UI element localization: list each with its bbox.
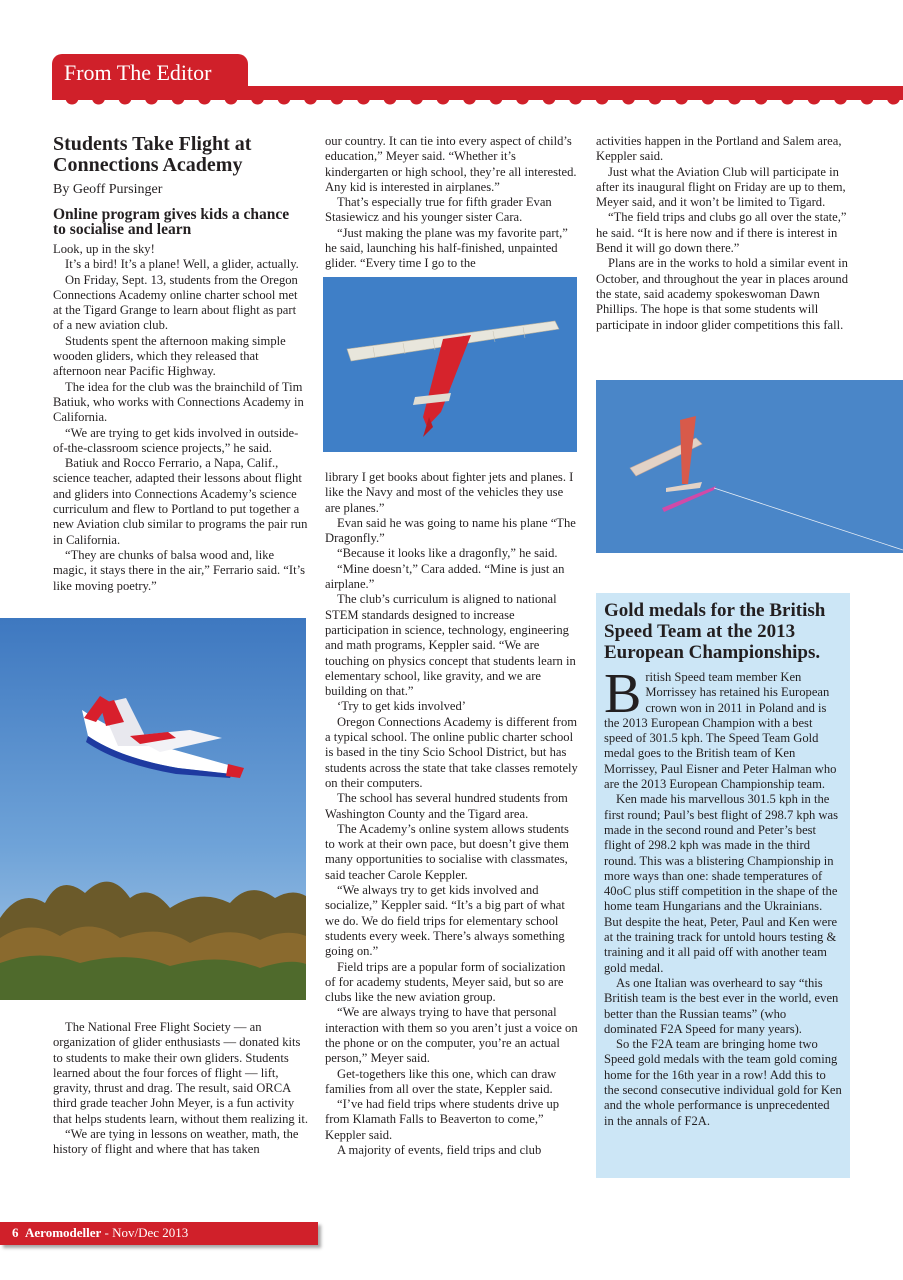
scallop-dot: [278, 92, 291, 105]
paragraph: “The field trips and clubs go all over the state,” he said. “It is here now and if there is interest in Bend it will go down there.”: [596, 210, 847, 256]
scallop-dot: [198, 92, 211, 105]
article-header: [53, 134, 318, 237]
paragraph: “Just making the plane was my favorite part,” he said, launching his half-finished, unpainted glider. “Every time I go to the: [325, 225, 568, 271]
paragraph: The National Free Flight Society — an organization of glider enthusiasts — donated kits to students to make their own gliders. Students learned about the four forces of flight — lift, gravity, thrust and drag. The result, said ORCA third grade teacher John Meyer, is a fun activity that helps students learn, without them realizing it.: [53, 1020, 308, 1126]
sidebar-body: [604, 663, 842, 1129]
paragraph: It’s a bird! It’s a plane! Well, a glider, actually.: [65, 257, 299, 272]
sidebar-title: Gold medals for the British Speed Team at the 2013 European Championships.: [604, 600, 826, 663]
article-title-line-2: Connections Academy: [53, 154, 243, 176]
paragraph: The Academy’s online system allows students to work at their own pace, but doesn’t give them many opportunities to socialise with classmates, said teacher Carole Keppler.: [325, 821, 569, 882]
scallop-dot: [251, 92, 264, 105]
paragraph: Get-togethers like this one, which can draw families from all over the state, Keppler said.: [325, 1066, 557, 1096]
magazine-name: Aeromodeller: [25, 1225, 102, 1240]
paragraph: That’s especially true for fifth grader Evan Stasiewicz and his younger sister Cara.: [325, 195, 552, 225]
scallop-dot: [66, 92, 79, 105]
drop-cap: B: [604, 663, 642, 725]
scallop-dot: [304, 92, 317, 105]
scallop-dot: [331, 92, 344, 105]
sidebar-first-text: ritish Speed team member Ken Morrissey has retained his European crown won in 2011 in Poland and is the 2013 European Champion with a best speed of 301.5 kph. The Speed Team Gold medal goes to the British team of Ken Morrissey, Paul Eisner and Peter Halman who are the 2013 European Championship team.: [604, 670, 837, 792]
scallop-dot: [490, 92, 503, 105]
article-title-line-1: Students Take Flight at: [53, 133, 252, 155]
scallop-dot: [649, 92, 662, 105]
article-column-2a: [325, 134, 578, 272]
issue-date: - Nov/Dec 2013: [101, 1225, 189, 1240]
paragraph: ‘Try to get kids involved’: [337, 699, 466, 714]
article-column-2b: [325, 470, 578, 1158]
paragraph: “I’ve had field trips where students drive up from Klamath Falls to Beaverton to come,” Keppler said.: [325, 1097, 560, 1142]
paragraph: “We always try to get kids involved and socialize,” Keppler said. “It’s a big part of what we do. We do field trips for elementary school students every week. There’s always something going on.”: [325, 883, 565, 959]
scallop-dot: [145, 92, 158, 105]
paragraph: A majority of events, field trips and club: [337, 1143, 542, 1158]
paragraph: Students spent the afternoon making simple wooden gliders, which they released that afternoon near Pacific Highway.: [53, 333, 286, 379]
scallop-dot: [463, 92, 476, 105]
scallop-dot: [596, 92, 609, 105]
glider-photo-blue-sky: [323, 277, 577, 452]
scallop-dot: [675, 92, 688, 105]
article-subhead-line-1: Online program gives kids a chance: [53, 206, 290, 223]
paragraph: Ken made his marvellous 301.5 kph in the first round; Paul’s best flight of 298.7 kph was made in the second round and Peter’s best flight of 298.2 kph was made in the third round. This was a blistering Championship in more ways than one: shade temperatures of 40oC plus stiff competition in the shape of the home team Hungarians and the Ukrainians. But despite the heat, Peter, Paul and Ken were at the training track for untold hours testing & training and it all paid off with another team gold medal.: [604, 792, 839, 975]
paragraph: our country. It can tie into every aspect of child’s education,” Meyer said. “Whether it’s kindergarten or high school, they’re all interested. Any kid is interested in airplanes.”: [325, 134, 577, 194]
paragraph: “We are trying to get kids involved in outside-of-the-classroom science projects,” he said.: [53, 425, 299, 455]
paragraph: Evan said he was going to name his plane “The Dragonfly.”: [325, 515, 576, 546]
scallop-dot: [702, 92, 715, 105]
section-title: From The Editor: [64, 60, 212, 85]
scallop-dot: [172, 92, 185, 105]
paragraph: As one Italian was overheard to say “this British team is the best ever in the world, even better than the Russian teams” (who dominated F2A Speed for many years).: [604, 975, 839, 1036]
paragraph: Just what the Aviation Club will participate in after its inaugural flight on Friday are up to them, Meyer said, and it won’t be limited to Tigard.: [596, 164, 846, 210]
scallop-dot: [92, 92, 105, 105]
paragraph: Plans are in the works to hold a similar event in October, and throughout the year in places around the state, said academy spokeswoman Dawn Phillips. The hope is that some students will participate in indoor glider competitions this fall.: [596, 256, 848, 332]
page-number: 6: [12, 1225, 19, 1240]
scallop-dot: [569, 92, 582, 105]
paragraph: “We are tying in lessons on weather, math, the history of flight and where that has taken: [53, 1127, 299, 1157]
paragraph: “Mine doesn’t,” Cara added. “Mine is just an airplane.”: [325, 561, 565, 592]
article-byline: By Geoff Pursinger: [53, 182, 163, 197]
scallop-dot: [861, 92, 874, 105]
paragraph: Field trips are a popular form of socialization of for academy students, Meyer said, but so are clubs like the new aviation group.: [325, 959, 566, 1005]
scallop-dot: [384, 92, 397, 105]
glider-photo-trees: [0, 618, 306, 1000]
scallop-dot: [543, 92, 556, 105]
scalloped-border: [52, 92, 903, 108]
paragraph: Batiuk and Rocco Ferrario, a Napa, Calif., science teacher, adapted their lessons about flight and gliders into Connections Academy’s science curriculum and flew to Portland to put together a new Aviation club similar to programs the pair run in California.: [53, 456, 308, 547]
paragraph: “We are always trying to have that personal interaction with them so you aren’t just a voice on the phone or on the computer, you’re an actual person,” Meyer said.: [325, 1005, 578, 1066]
paragraph: activities happen in the Portland and Salem area, Keppler said.: [596, 134, 842, 164]
scallop-dot: [516, 92, 529, 105]
glider-photo-streamer: [596, 380, 903, 553]
footer-text: [12, 1225, 188, 1241]
article-subhead-line-2: to socialise and learn: [53, 221, 192, 238]
article-column-3: [596, 134, 850, 333]
scallop-dot: [225, 92, 238, 105]
scallop-dot: [781, 92, 794, 105]
paragraph: So the F2A team are bringing home two Speed gold medals with the team gold coming home for the 16th year in a row! Add this to the second consecutive individual gold for Ken and the whole performance is unprecedented in the annals of F2A.: [604, 1037, 842, 1128]
paragraph: The idea for the club was the brainchild of Tim Batiuk, who works with Connections Academy in California.: [53, 379, 304, 425]
paragraph: Oregon Connections Academy is different from a typical school. The online public charter school is based in the tiny Scio School District, but has students across the state that take classes remotely on their computers.: [325, 714, 578, 790]
scallop-dot: [755, 92, 768, 105]
paragraph: On Friday, Sept. 13, students from the Oregon Connections Academy online charter school met at the Tigard Grange to learn about flight as part of a new aviation club.: [53, 272, 298, 333]
paragraph: The club’s curriculum is aligned to national STEM standards designed to increase participation in science, technology, engineering and math programs, Keppler said. “We are touching on physics concept that students learn in elementary school, like gravity, and we are building on that.”: [325, 592, 576, 699]
scallop-dot: [887, 92, 900, 105]
scallop-dot: [119, 92, 132, 105]
paragraph: The school has several hundred students from Washington County and the Tigard area.: [325, 791, 568, 821]
scallop-dot: [622, 92, 635, 105]
scallop-dot: [834, 92, 847, 105]
paragraph: “They are chunks of balsa wood and, like magic, it stays there in the air,” Ferrario said. “It’s like moving poetry.”: [53, 547, 305, 593]
scallop-dot: [728, 92, 741, 105]
article-column-1b: [53, 1020, 308, 1158]
paragraph: “Because it looks like a dragonfly,” he said.: [337, 546, 558, 561]
scallop-dot: [808, 92, 821, 105]
paragraph: Look, up in the sky!: [53, 242, 155, 256]
article-column-1a: [53, 242, 308, 594]
scallop-dot: [437, 92, 450, 105]
scallop-dot: [357, 92, 370, 105]
paragraph: library I get books about fighter jets and planes. I like the Navy and most of the vehicles they use are planes.”: [325, 470, 574, 515]
sidebar-first-paragraph: [604, 663, 842, 792]
scallop-dot: [410, 92, 423, 105]
